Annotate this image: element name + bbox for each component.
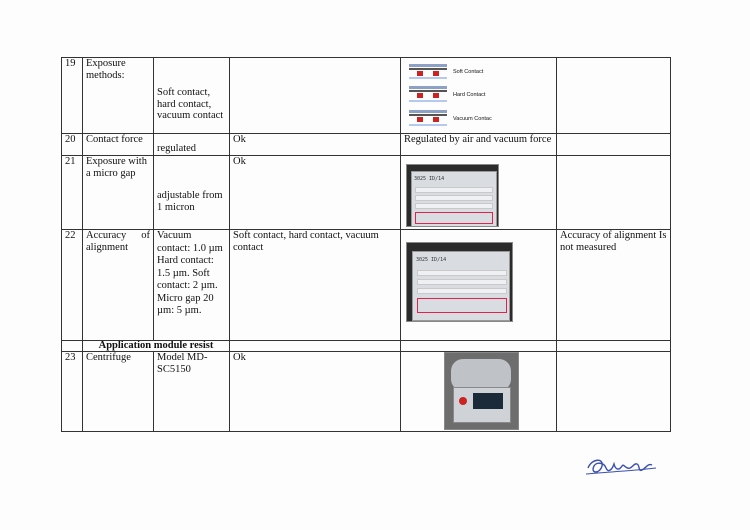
row-result: Ok	[230, 134, 401, 156]
table-row	[62, 156, 671, 230]
table-row	[62, 134, 671, 156]
row-spec: Model MD-SC5150	[154, 352, 230, 432]
row-image-text: Regulated by air and vacuum force	[401, 134, 557, 156]
row-name: Contact force	[83, 134, 154, 156]
row-name: Accuracy of alignment	[83, 230, 154, 341]
table-row	[62, 230, 671, 341]
row-image-cell	[401, 58, 557, 134]
row-name: Exposure methods:	[83, 58, 154, 134]
section-row	[62, 341, 671, 352]
control-screen-photo: 3025 ID/14	[406, 242, 513, 322]
vacuum-contact-label: Vacuum Contac	[453, 116, 492, 122]
row-note: Accuracy of alignment Is not measured	[557, 230, 671, 341]
row-image-cell	[401, 230, 557, 341]
row-number: 20	[62, 134, 83, 156]
hard-contact-label: Hard Contact	[453, 92, 486, 98]
soft-contact-label: Soft Contact	[453, 69, 484, 75]
row-number: 21	[62, 156, 83, 230]
row-result: Soft contact, hard contact, vacuum contact	[230, 230, 401, 341]
signature-icon	[582, 448, 662, 484]
row-name: Centrifuge	[83, 352, 154, 432]
row-spec: Vacuum contact: 1.0 µm Hard contact: 1.5 µm. Soft contact: 2 µm. Micro gap 20 µm: 5 µm.	[154, 230, 230, 341]
row-spec: regulated	[154, 134, 230, 156]
section-title: Application module resist	[83, 341, 230, 352]
row-image-cell	[401, 352, 557, 432]
row-number: 22	[62, 230, 83, 341]
row-number: 23	[62, 352, 83, 432]
row-note	[557, 58, 671, 134]
row-result	[230, 58, 401, 134]
row-note	[557, 156, 671, 230]
contact-diagram	[404, 58, 553, 132]
table-row	[62, 352, 671, 432]
row-result: Ok	[230, 156, 401, 230]
row-note	[557, 352, 671, 432]
control-screen-photo: 3025 ID/14	[406, 164, 499, 227]
table-row	[62, 58, 671, 134]
row-number: 19	[62, 58, 83, 134]
row-note	[557, 134, 671, 156]
row-image-cell	[401, 156, 557, 230]
centrifuge-photo	[444, 352, 519, 430]
contact-schematic-icon	[407, 58, 455, 132]
row-spec: adjustable from 1 micron	[154, 156, 230, 230]
row-spec: Soft contact, hard contact, vacuum contact	[154, 58, 230, 134]
spec-table	[61, 57, 671, 432]
row-name: Exposure with a micro gap	[83, 156, 154, 230]
row-result: Ok	[230, 352, 401, 432]
